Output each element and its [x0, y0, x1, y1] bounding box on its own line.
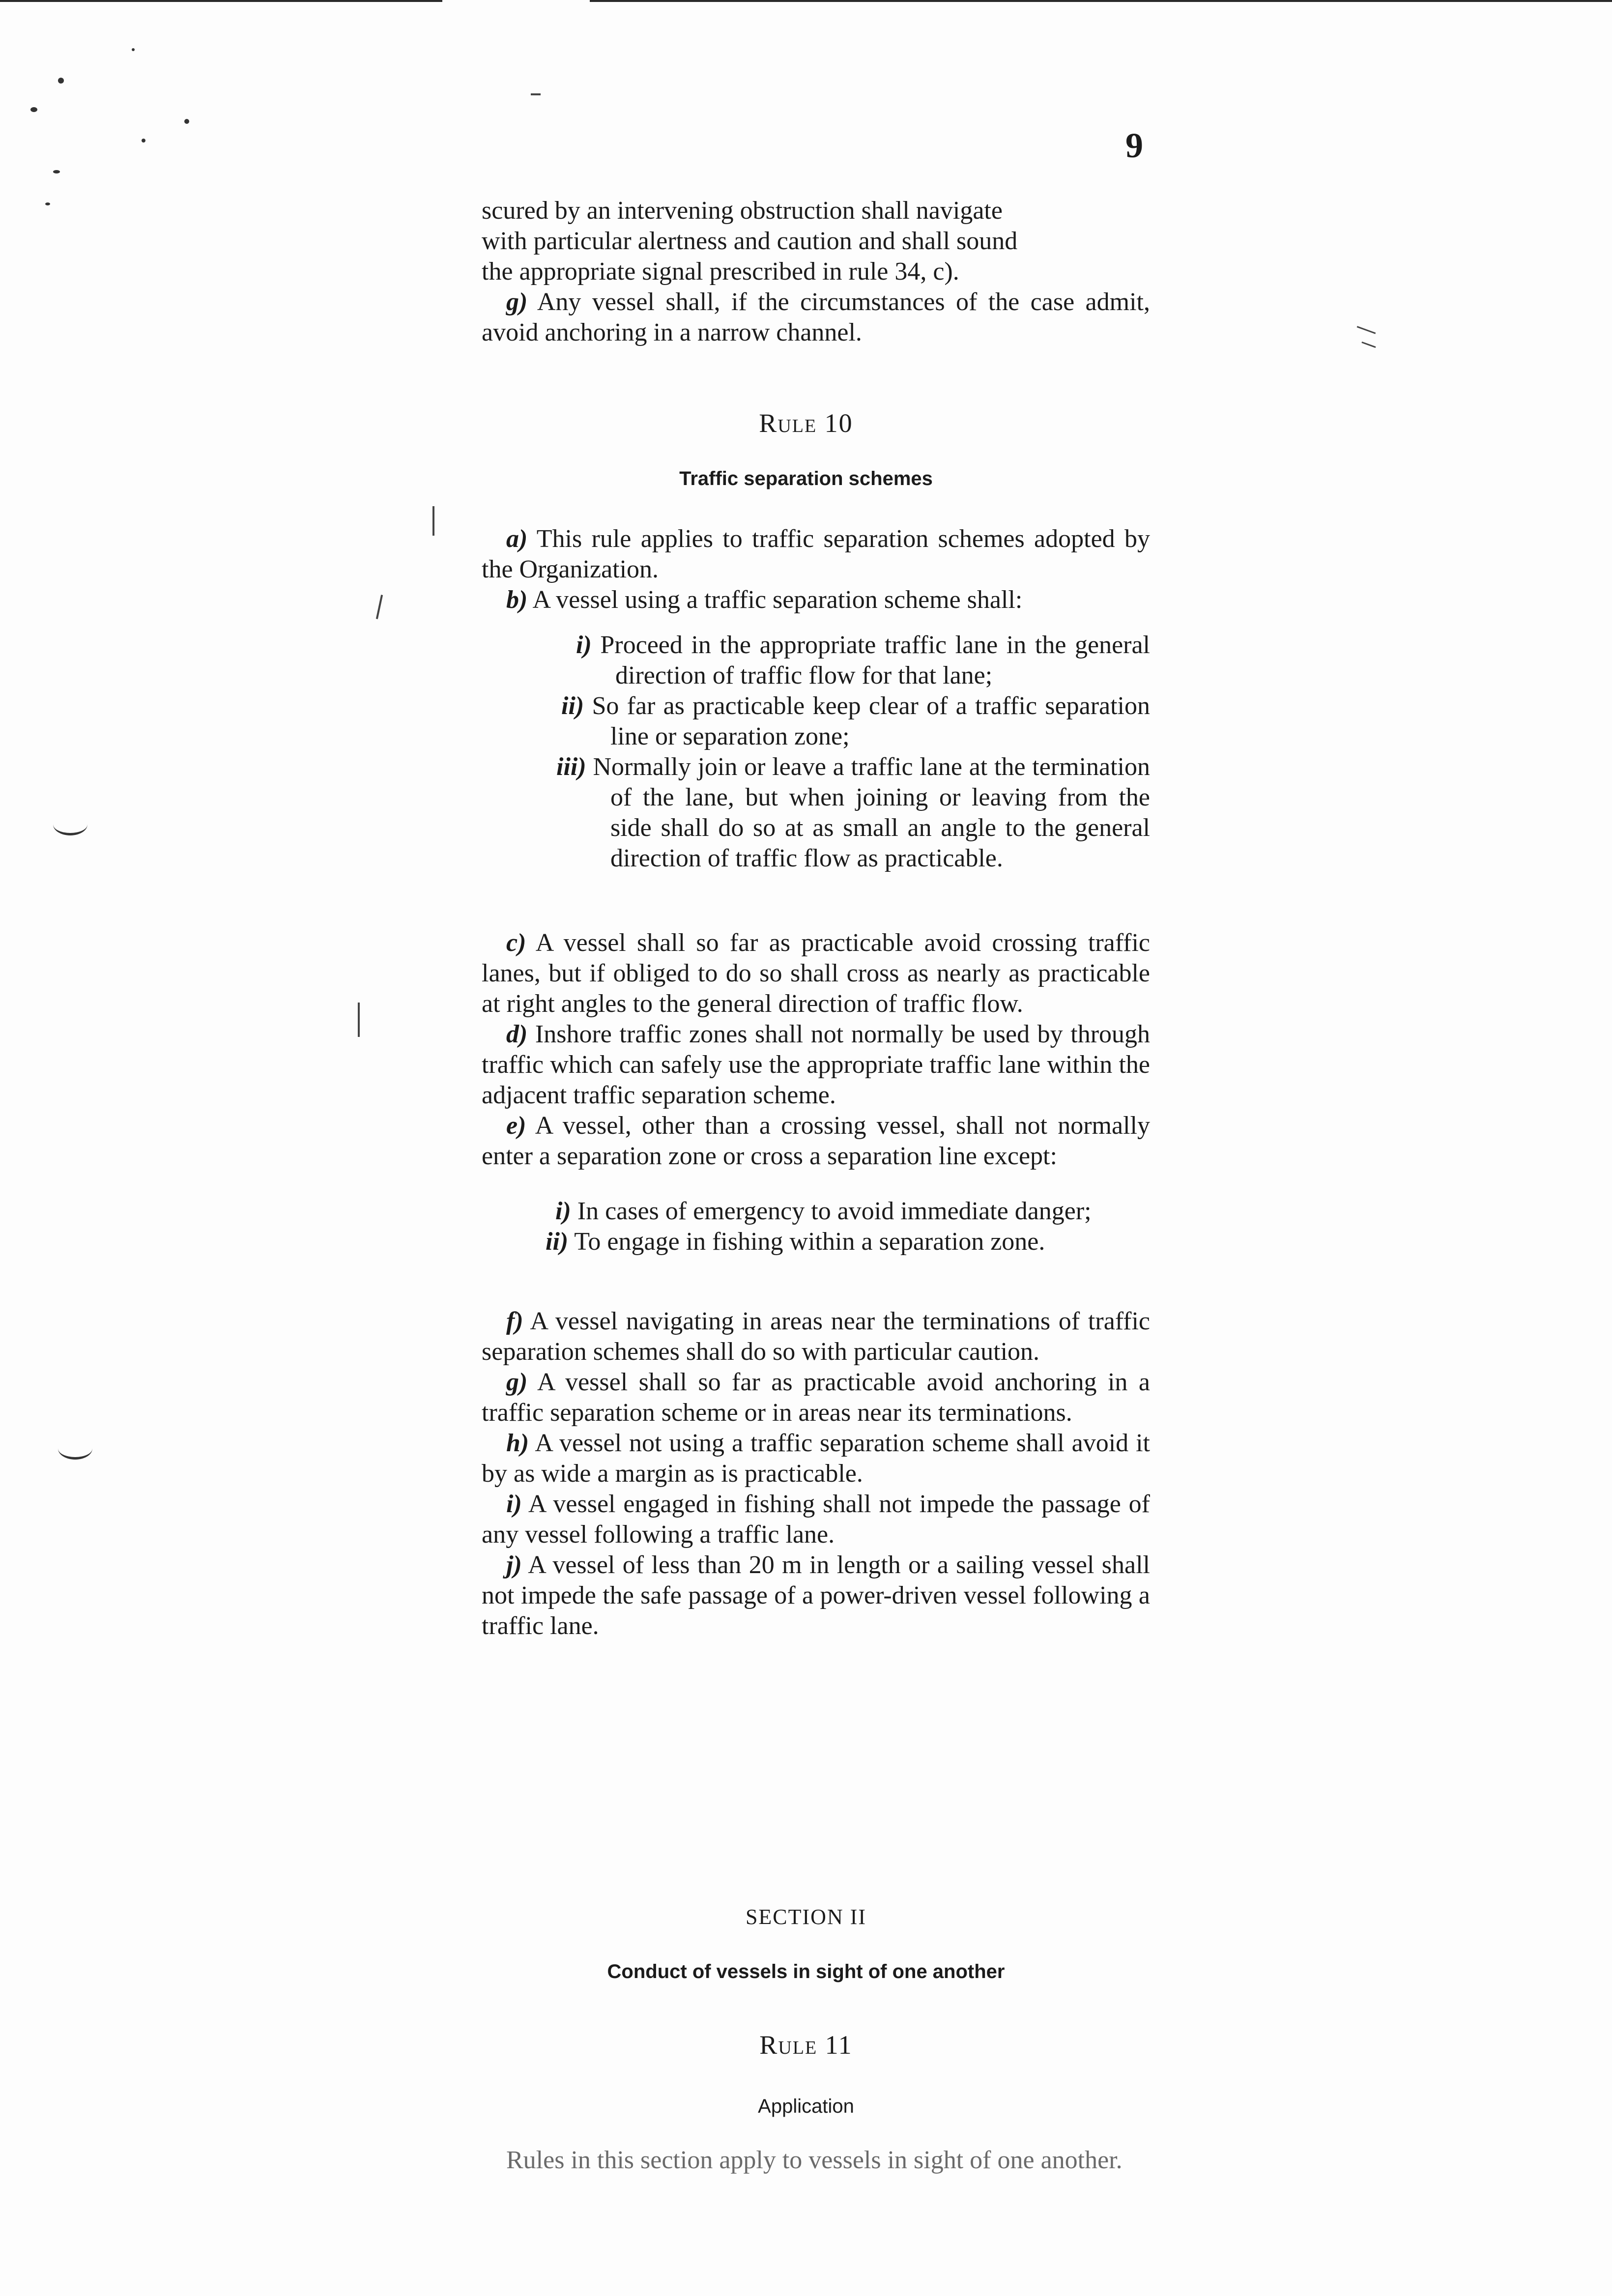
rule-11-subheading: Application — [758, 2095, 854, 2117]
scan-mark — [1357, 326, 1376, 334]
item-text: A vessel, other than a crossing vessel, shall not normally enter a separation zone or cross a separation line except: — [482, 1112, 1150, 1170]
item-text: A vessel navigating in areas near the terminations of traffic separation schemes shall do so with particular caution. — [482, 1307, 1150, 1366]
paragraph-j — [482, 1550, 1150, 1641]
rule-10-subheading: Traffic separation schemes — [679, 468, 933, 489]
item-text: So far as practicable keep clear of a traffic separation line or separation zone; — [592, 692, 1150, 750]
scan-mark — [531, 93, 541, 95]
rule-11-body — [482, 2145, 1150, 2176]
item-text: A vessel shall so far as practicable avoid crossing traffic lanes, but if obliged to do so shall cross as nearly as practicable at right angles to the general direction of traffic flow. — [482, 929, 1150, 1018]
top-edge-line — [590, 0, 1612, 2]
item-mark: a) — [506, 525, 528, 553]
item-mark: b) — [506, 586, 528, 614]
text-line: with particular alertness and caution and shall sound — [482, 227, 1018, 255]
paragraph-d — [482, 1019, 1150, 1111]
item-mark: ii) — [546, 1228, 569, 1256]
sub-item-ii — [482, 1227, 1150, 1257]
item-mark: iii) — [556, 753, 586, 781]
paragraph-c — [482, 928, 1150, 1019]
item-text: A vessel using a traffic separation scheme shall: — [532, 586, 1023, 614]
sub-item-i — [482, 1196, 1150, 1227]
item-mark: e) — [506, 1112, 526, 1140]
paragraph-g — [482, 287, 1150, 348]
paragraph-a — [482, 524, 1150, 585]
paragraph-b — [482, 585, 1150, 615]
item-mark: c) — [506, 929, 526, 957]
item-mark: d) — [506, 1020, 528, 1048]
scan-mark — [1361, 342, 1376, 348]
paragraph-text: Rules in this section apply to vessels in sight of one another. — [506, 2146, 1123, 2174]
item-mark: f) — [506, 1307, 523, 1335]
item-mark: i) — [576, 631, 592, 659]
text-line: the appropriate signal prescribed in rule 34, c). — [482, 258, 959, 286]
item-text: In cases of emergency to avoid immediate danger; — [577, 1197, 1092, 1225]
scan-mark — [358, 1003, 360, 1037]
scan-mark — [53, 813, 87, 835]
text-line: scured by an intervening obstruction shall navigate — [482, 197, 1003, 225]
continuation-block — [482, 196, 1150, 348]
scan-speck — [58, 78, 64, 84]
item-mark: j) — [506, 1551, 522, 1579]
section-2-subheading: Conduct of vessels in sight of one another — [607, 1961, 1005, 1982]
item-text: A vessel of less than 20 m in length or a sailing vessel shall not impede the safe passage of a power-driven vessel following a traffic lane. — [482, 1551, 1150, 1640]
rule-10-body — [482, 524, 1150, 1641]
item-text: A vessel not using a traffic separation scheme shall avoid it by as wide a margin as is practicable. — [482, 1429, 1150, 1488]
item-mark: h) — [506, 1429, 529, 1457]
scan-mark — [432, 506, 434, 536]
rule-10-heading: Rule 10 — [759, 408, 853, 438]
sub-item-iii — [482, 752, 1150, 874]
paragraph-h — [482, 1428, 1150, 1489]
scan-speck — [45, 202, 50, 205]
paragraph-f — [482, 1306, 1150, 1367]
paragraph-g — [482, 1367, 1150, 1428]
scan-mark — [58, 1437, 92, 1460]
sub-item-ii — [482, 691, 1150, 752]
scan-speck — [142, 139, 145, 143]
item-text: Any vessel shall, if the circumstances of the case admit, avoid anchoring in a narrow channel. — [482, 288, 1150, 346]
item-text: This rule applies to traffic separation schemes adopted by the Organization. — [482, 525, 1150, 583]
scan-mark — [376, 595, 383, 619]
paragraph-i — [482, 1489, 1150, 1550]
scan-speck — [184, 119, 189, 124]
rule-11-heading: Rule 11 — [759, 2030, 853, 2060]
item-mark: i) — [555, 1197, 571, 1225]
top-edge-line — [0, 0, 442, 2]
item-mark: g) — [506, 288, 528, 316]
item-mark: ii) — [561, 692, 584, 720]
item-text: To engage in fishing within a separation zone. — [574, 1228, 1045, 1256]
item-text: Proceed in the appropriate traffic lane in the general direction of traffic flow for that lane; — [600, 631, 1151, 689]
item-mark: g) — [506, 1368, 528, 1396]
item-mark: i) — [506, 1490, 522, 1518]
page-number: 9 — [1125, 126, 1143, 165]
scan-speck — [132, 48, 135, 51]
item-text: A vessel shall so far as practicable avoid anchoring in a traffic separation scheme or in areas near its terminations. — [482, 1368, 1150, 1427]
sub-item-i — [482, 630, 1150, 691]
item-text: Normally join or leave a traffic lane at the termination of the lane, but when joining or leaving from the side shall do so at as small an angle to the general direction of traffic flow as practicable. — [593, 753, 1150, 872]
item-text: Inshore traffic zones shall not normally be used by through traffic which can safely use the appropriate traffic lane within the adjacent traffic separation scheme. — [482, 1020, 1151, 1109]
section-2-heading: SECTION II — [745, 1905, 867, 1929]
scan-speck — [30, 107, 37, 112]
scan-speck — [53, 170, 60, 173]
item-text: A vessel engaged in fishing shall not impede the passage of any vessel following a traffic lane. — [482, 1490, 1151, 1549]
paragraph-e — [482, 1111, 1150, 1172]
